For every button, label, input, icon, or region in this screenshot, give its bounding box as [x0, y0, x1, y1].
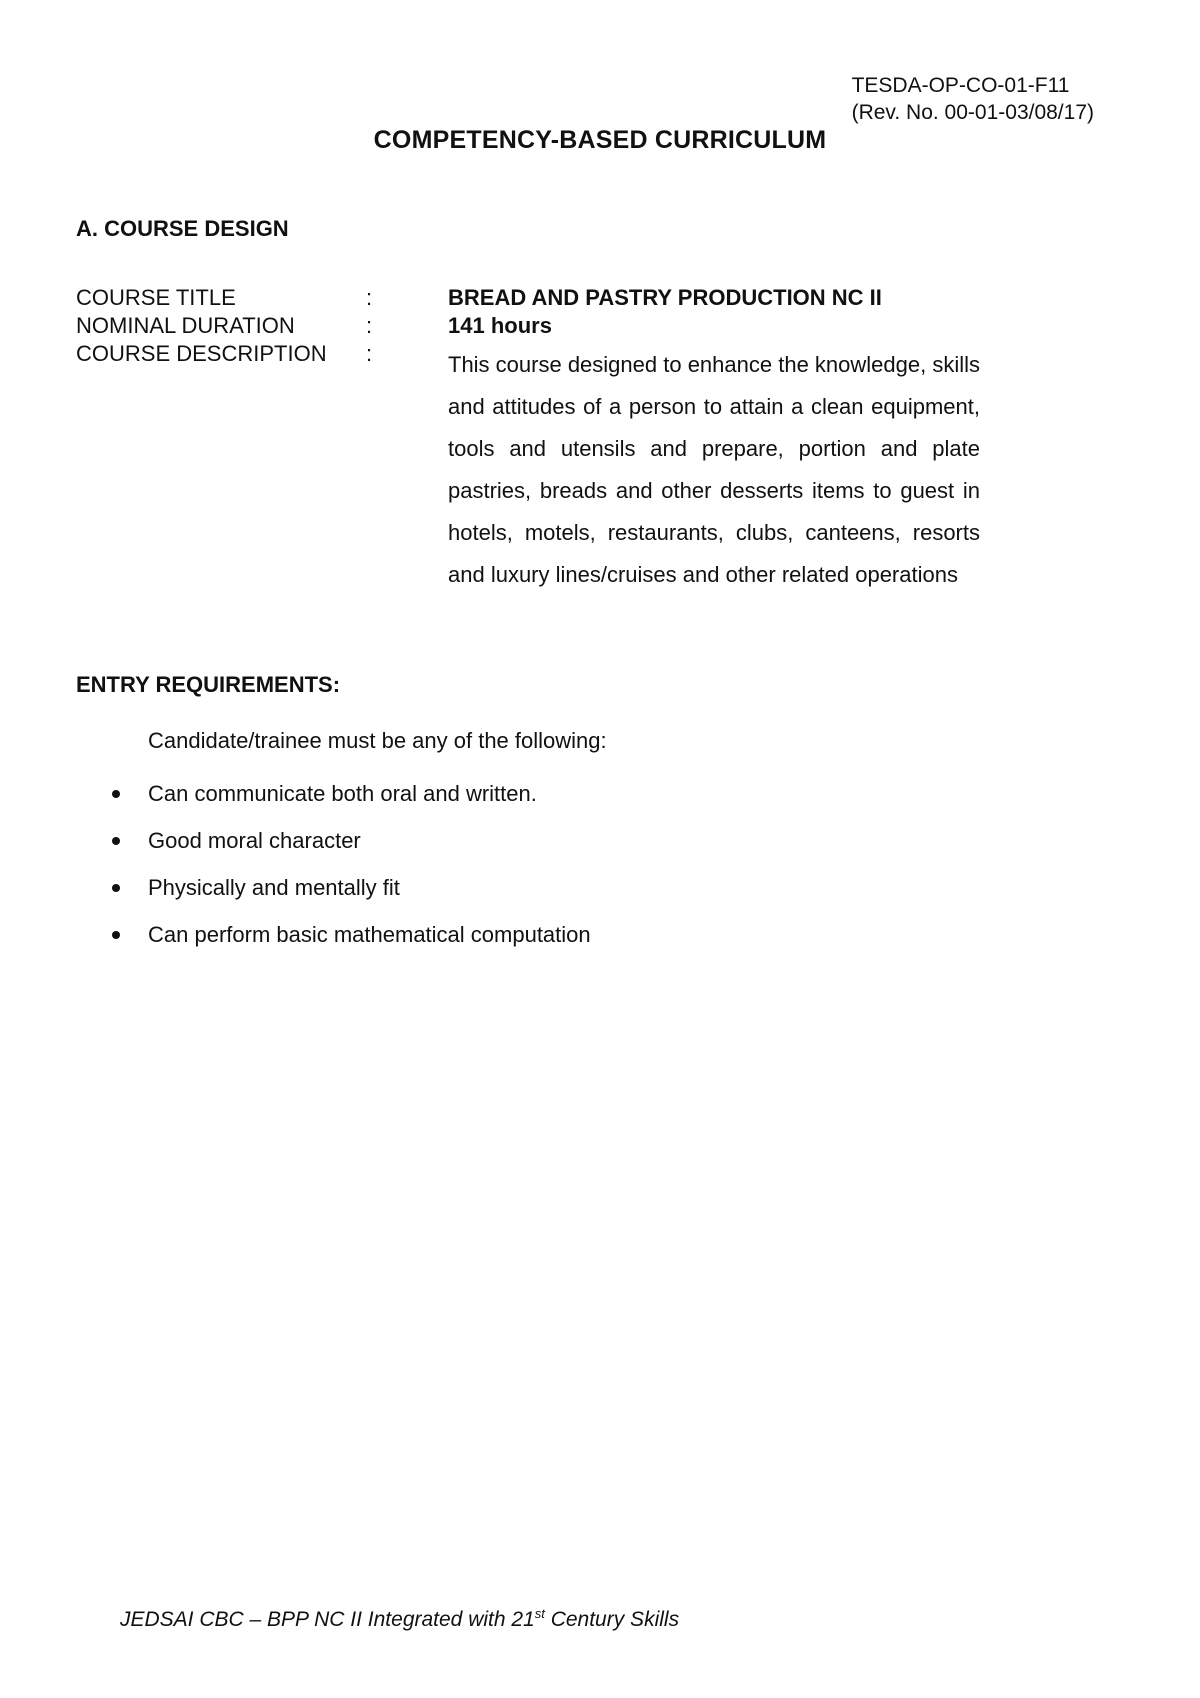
entry-requirements-list	[110, 780, 591, 968]
course-description-text: This course designed to enhance the knowledge, skills and attitudes of a person to attain a clean equipment, tools and utensils and prepare, portion and plate pastries, breads and other desserts items to guest in hotels, motels, restaurants, clubs, canteens, resorts and luxury lines/cruises and other related operations	[448, 352, 980, 587]
page-title: COMPETENCY-BASED CURRICULUM	[373, 126, 827, 154]
list-item	[110, 874, 591, 921]
field-label: COURSE DESCRIPTION	[76, 341, 327, 366]
bullet-icon	[112, 790, 120, 798]
footer-text-suffix: Century Skills	[544, 1608, 680, 1631]
field-value-nominal-duration: 141 hours	[448, 313, 552, 338]
list-item	[110, 921, 591, 968]
list-item-text: Physically and mentally fit	[148, 875, 400, 900]
list-item-text: Good moral character	[148, 828, 361, 853]
list-item	[110, 780, 591, 827]
footer-text: JEDSAI CBC – BPP NC II Integrated with 21	[120, 1608, 535, 1631]
entry-requirements-intro: Candidate/trainee must be any of the following:	[148, 728, 607, 753]
field-value-course-title: BREAD AND PASTRY PRODUCTION NC II	[448, 285, 882, 310]
footer-superscript: st	[534, 1606, 545, 1621]
document-code-block	[852, 72, 1094, 126]
field-label: COURSE TITLE	[76, 285, 236, 310]
field-label: NOMINAL DURATION	[76, 313, 295, 338]
list-item-text: Can perform basic mathematical computation	[148, 922, 591, 947]
section-title-course-design: A. COURSE DESIGN	[76, 216, 289, 241]
bullet-icon	[112, 884, 120, 892]
page-footer	[120, 1608, 679, 1632]
list-item-text: Can communicate both oral and written.	[148, 781, 537, 806]
revision-number: (Rev. No. 00-01-03/08/17)	[851, 101, 1094, 124]
list-item	[110, 827, 591, 874]
bullet-icon	[112, 931, 120, 939]
field-colon: :	[366, 313, 373, 338]
bullet-icon	[112, 837, 120, 845]
field-colon: :	[366, 341, 373, 366]
section-title-entry-requirements: ENTRY REQUIREMENTS:	[76, 672, 341, 697]
field-colon: :	[366, 285, 373, 310]
document-code: TESDA-OP-CO-01-F11	[851, 74, 1070, 97]
